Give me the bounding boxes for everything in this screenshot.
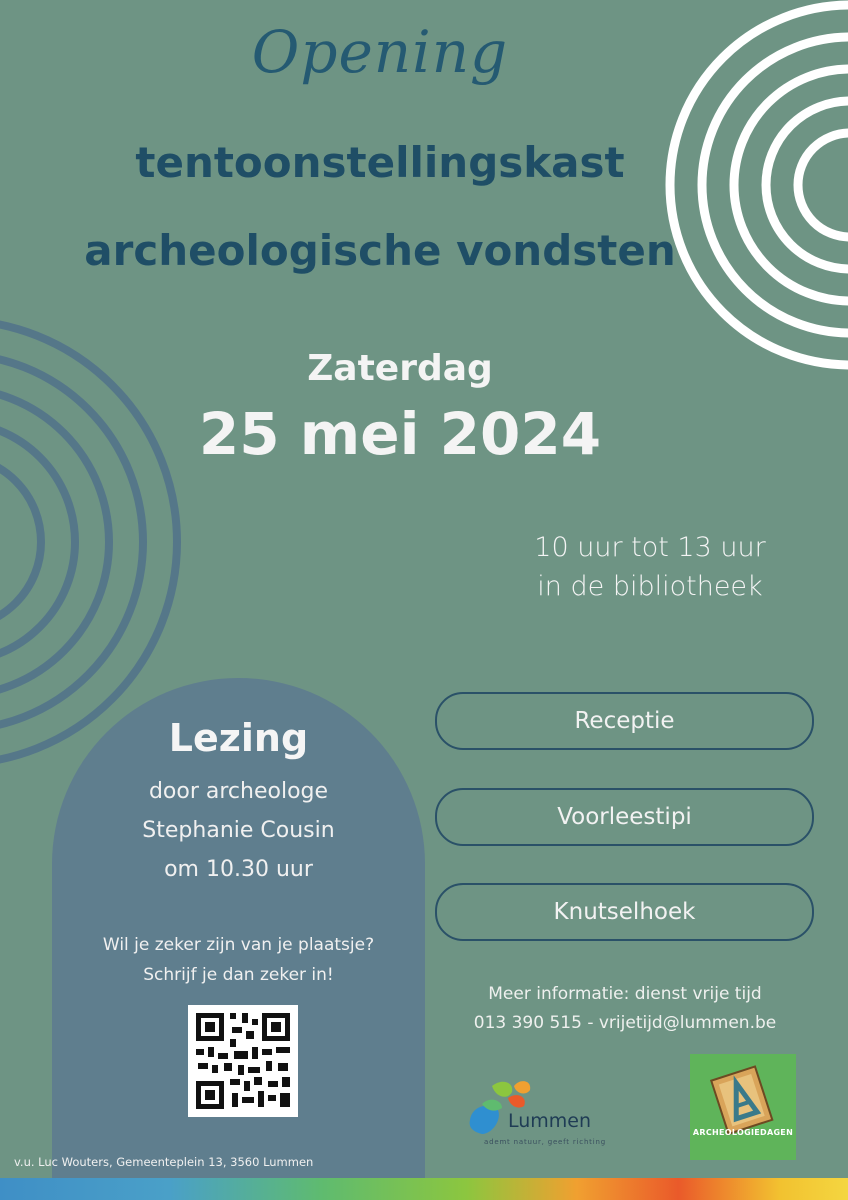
decorative-rings-top-right — [660, 0, 848, 400]
activity-knutselhoek: Knutselhoek — [435, 883, 814, 941]
registration-note-line-2: Schrijf je dan zeker in! — [143, 965, 334, 985]
lecture-title: Lezing — [168, 716, 309, 760]
lummen-name: Lummen — [508, 1110, 592, 1132]
lummen-tagline: ademt natuur, geeft richting — [484, 1138, 606, 1146]
qr-code-icon — [188, 1005, 298, 1117]
event-day: Zaterdag — [307, 348, 493, 389]
event-location: in de bibliotheek — [537, 571, 763, 602]
event-time: 10 uur tot 13 uur — [534, 532, 766, 563]
color-stripe — [0, 1178, 848, 1200]
responsible-publisher: v.u. Luc Wouters, Gemeenteplein 13, 3560 Lummen — [14, 1155, 314, 1169]
title-line-2: archeologische vondsten — [84, 226, 676, 275]
info-contact: 013 390 515 - vrijetijd@lummen.be — [473, 1013, 777, 1033]
info-line-1: Meer informatie: dienst vrije tijd — [488, 984, 762, 1004]
event-time-location — [500, 528, 800, 606]
title-line-1: tentoonstellingskast — [135, 138, 625, 187]
lecture-time: om 10.30 uur — [164, 857, 313, 882]
registration-note-line-1: Wil je zeker zijn van je plaatsje? — [102, 935, 375, 955]
archeologiedagen-label: ARCHEOLOGIEDAGEN — [692, 1128, 794, 1137]
lecture-details — [52, 772, 425, 889]
archeologiedagen-logo — [690, 1054, 796, 1160]
more-info — [440, 980, 810, 1038]
activity-voorleestipi: Voorleestipi — [435, 788, 814, 846]
lecture-speaker: Stephanie Cousin — [142, 818, 335, 843]
lecture-line-1: door archeologe — [148, 779, 329, 804]
activity-receptie: Receptie — [435, 692, 814, 750]
archeologiedagen-emblem-icon — [690, 1054, 796, 1160]
registration-note — [52, 930, 425, 990]
registration-qr-code[interactable] — [188, 1005, 298, 1117]
event-date: 25 mei 2024 — [198, 400, 602, 468]
opening-script-title: Opening — [251, 18, 509, 86]
